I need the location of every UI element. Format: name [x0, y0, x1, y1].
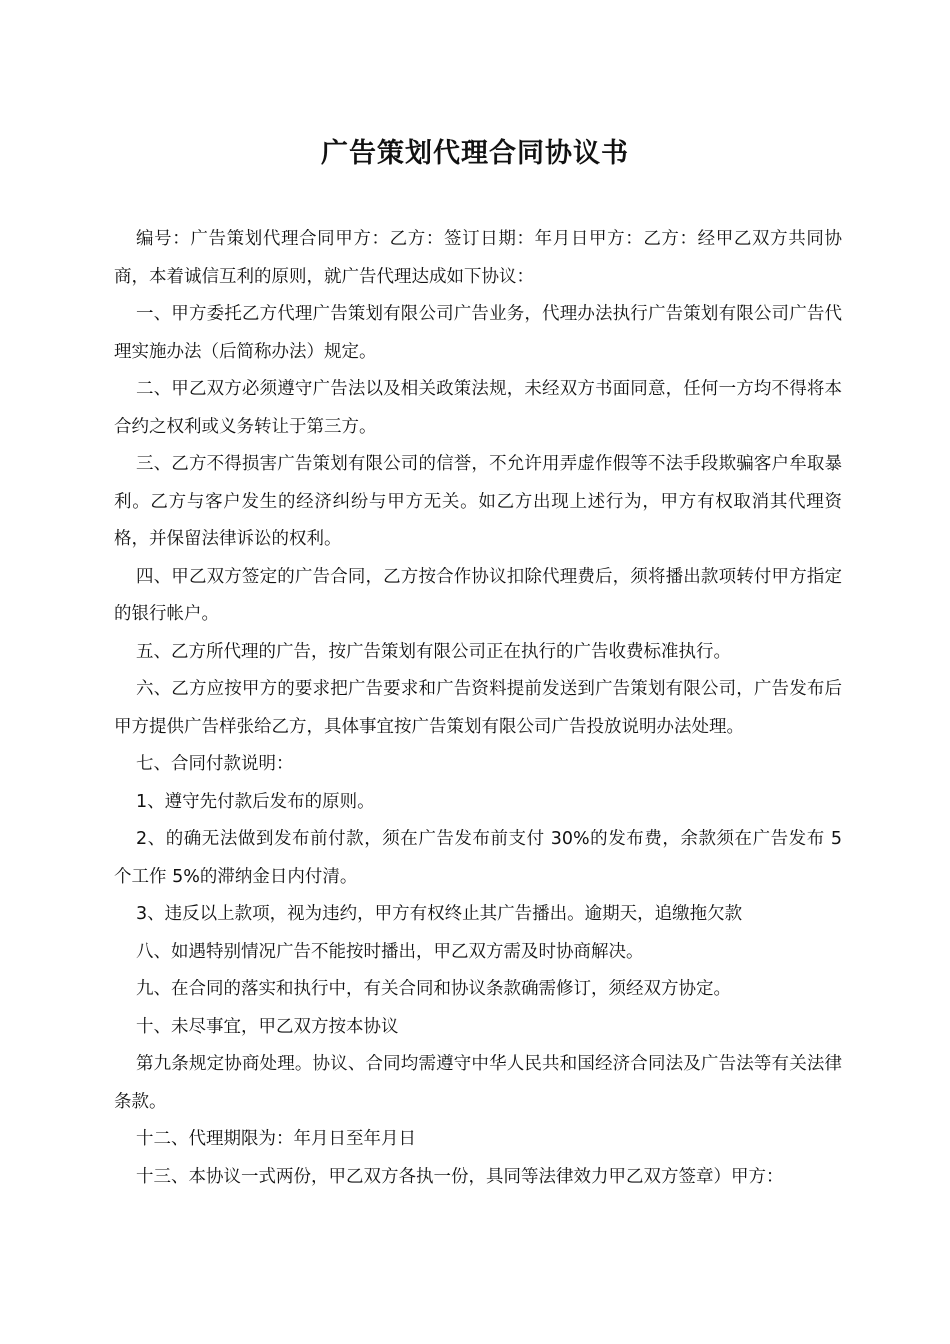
clause-12: 十二、代理期限为：年月日至年月日 [136, 1129, 416, 1149]
clause-10: 十、未尽事宜，甲乙双方按本协议 [136, 1016, 399, 1037]
clause-7-item-2: 2、的确无法做到发布前付款，须在广告发布前支付 30%的发布费，余款须在广告发布 5 个工作 5%的滞纳金日内付清。 [114, 829, 842, 887]
clause-7: 七、合同付款说明： [136, 754, 294, 774]
clause-3: 三、乙方不得损害广告策划有限公司的信誉，不允许用弄虚作假等不法手段欺骗客户牟取暴利。乙方与客户发生的经济纠纷与甲方无关。如乙方出现上述行为，甲方有权取消其代理资格，并保留法律诉讼的权利。 [114, 454, 842, 549]
document-title: 广告策划代理合同协议书 [321, 138, 629, 169]
paragraph-header: 编号：广告策划代理合同甲方：乙方：签订日期：年月日甲方：乙方：经甲乙双方共同协商，本着诚信互利的原则，就广告代理达成如下协议： [114, 229, 842, 287]
clause-6: 六、乙方应按甲方的要求把广告要求和广告资料提前发送到广告策划有限公司，广告发布后甲方提供广告样张给乙方，具体事宜按广告策划有限公司广告投放说明办法处理。 [114, 679, 842, 737]
clause-13: 十三、本协议一式两份，甲乙双方各执一份，具同等法律效力甲乙双方签章）甲方： [136, 1166, 784, 1187]
clause-9: 九、在合同的落实和执行中，有关合同和协议条款确需修订，须经双方协定。 [136, 979, 731, 999]
clause-7-item-1: 1、遵守先付款后发布的原则。 [136, 791, 375, 812]
clause-1: 一、甲方委托乙方代理广告策划有限公司广告业务，代理办法执行广告策划有限公司广告代理实施办法（后简称办法）规定。 [114, 304, 842, 362]
clause-2: 二、甲乙双方必须遵守广告法以及相关政策法规，未经双方书面同意，任何一方均不得将本合约之权利或义务转让于第三方。 [114, 379, 842, 437]
clause-8: 八、如遇特别情况广告不能按时播出，甲乙双方需及时协商解决。 [136, 941, 644, 962]
clause-7-item-3: 3、违反以上款项，视为违约，甲方有权终止其广告播出。逾期天，追缴拖欠款 [136, 904, 743, 924]
clause-4: 四、甲乙双方签定的广告合同，乙方按合作协议扣除代理费后，须将播出款项转付甲方指定的银行帐户。 [114, 566, 842, 624]
clause-10-continued: 第九条规定协商处理。协议、合同均需遵守中华人民共和国经济合同法及广告法等有关法律条款。 [114, 1054, 842, 1112]
clause-5: 五、乙方所代理的广告，按广告策划有限公司正在执行的广告收费标准执行。 [136, 641, 731, 662]
document-body [114, 221, 842, 1196]
